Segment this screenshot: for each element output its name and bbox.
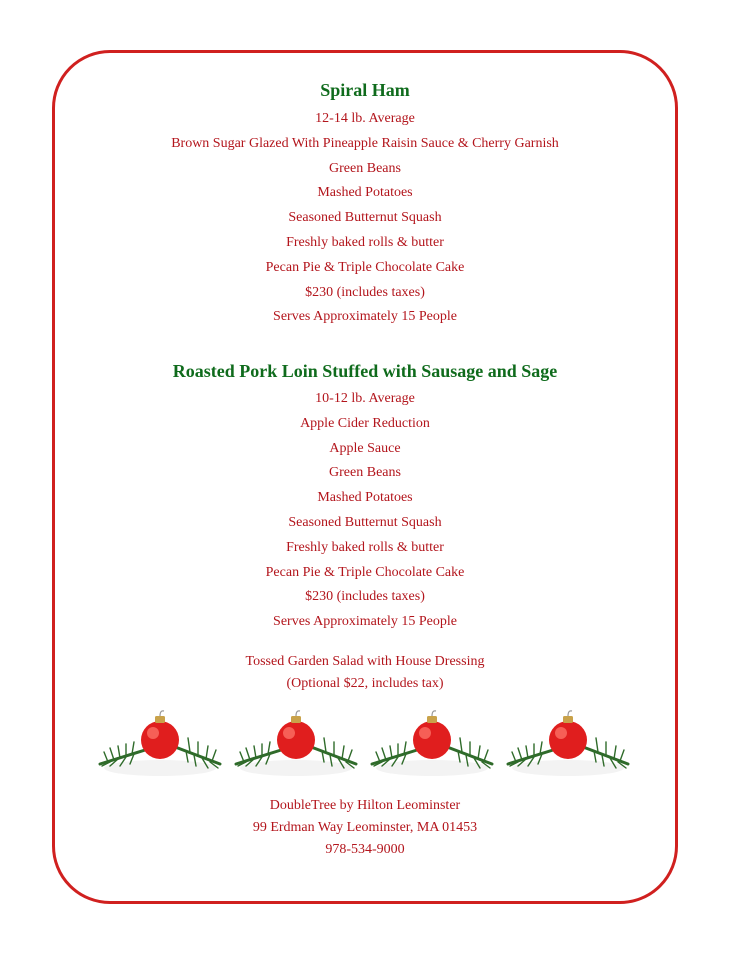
menu-items-list [52,387,678,635]
menu-item: Seasoned Butternut Squash [288,210,442,226]
christmas-ornament-icon [232,706,360,780]
menu-item: Seasoned Butternut Squash [288,514,442,530]
venue-address: 99 Erdman Way Leominster, MA 01453 [252,820,478,835]
venue-phone: 978-534-9000 [325,842,405,857]
menu-item: $230 (includes taxes) [305,589,425,605]
menu-item: Mashed Potatoes [317,490,413,506]
menu-item: Serves Approximately 15 People [273,309,457,325]
menu-item: $230 (includes taxes) [305,284,425,300]
venue-contact [52,795,678,861]
menu-item: 10-12 lb. Average [315,391,415,406]
venue-name: DoubleTree by Hilton Leominster [269,798,461,813]
menu-item: 12-14 lb. Average [315,111,415,126]
christmas-ornament-icon [96,706,224,780]
ornament-row [96,706,636,780]
menu-item: Green Beans [329,160,401,176]
menu-item: Serves Approximately 15 People [273,614,457,630]
christmas-ornament-icon [368,706,496,780]
menu-item: Brown Sugar Glazed With Pineapple Raisin Sauce & Cherry Garnish [171,135,559,151]
menu-item: Apple Cider Reduction [300,415,430,431]
menu-item: Freshly baked rolls & butter [286,539,444,555]
menu-title: Spiral Ham [320,80,410,100]
menu-item: Freshly baked rolls & butter [286,234,444,250]
menu-items-list [52,107,678,330]
menu-title: Roasted Pork Loin Stuffed with Sausage and Sage [172,361,558,381]
menu-item: Apple Sauce [329,440,401,456]
menu-section-spiral-ham [52,77,678,330]
menu-item: Mashed Potatoes [317,185,413,201]
menu-section-pork-loin [52,358,678,635]
optional-salad [52,651,678,695]
salad-price-line: (Optional $22, includes tax) [286,676,444,691]
menu-item: Green Beans [329,465,401,481]
menu-item: Pecan Pie & Triple Chocolate Cake [265,259,465,275]
menu-item: Pecan Pie & Triple Chocolate Cake [265,564,465,580]
christmas-ornament-icon [504,706,632,780]
salad-line: Tossed Garden Salad with House Dressing [245,654,485,669]
